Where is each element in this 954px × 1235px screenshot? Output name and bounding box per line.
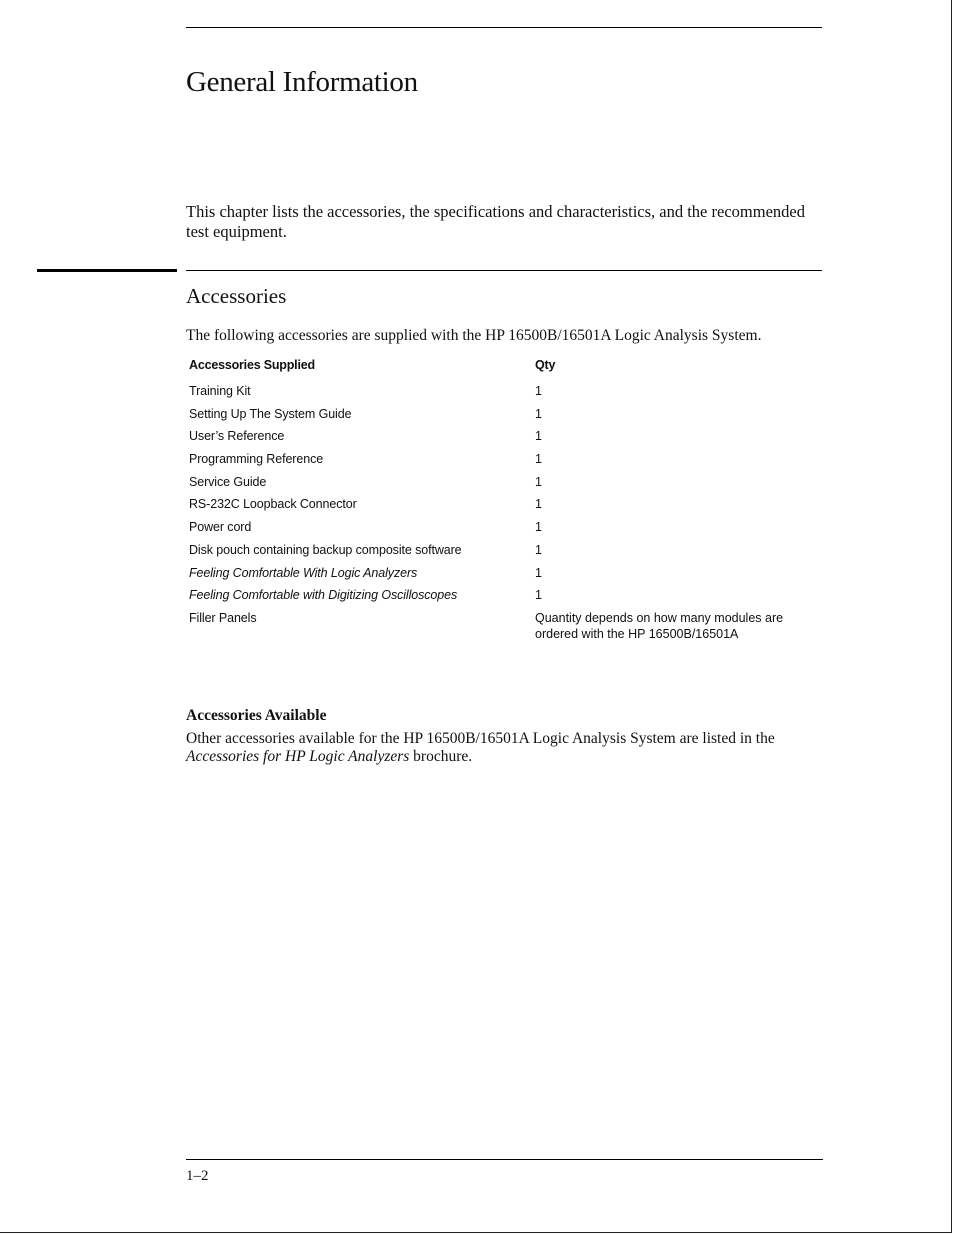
table-row <box>189 609 809 649</box>
available-text-after: brochure. <box>409 748 473 765</box>
item-name: Disk pouch containing backup composite software <box>189 542 462 557</box>
available-text-before: Other accessories available for the HP 16500B/16501A Logic Analysis System are listed in the <box>186 730 775 747</box>
item-qty: 1 <box>535 497 542 512</box>
item-name: Programming Reference <box>189 452 324 467</box>
accessories-table <box>189 356 809 649</box>
section-rule <box>186 270 822 271</box>
table-row <box>189 564 809 587</box>
item-qty: 1 <box>535 384 542 398</box>
section-lead: The following accessories are supplied with the HP 16500B/16501A Logic Analysis System. <box>186 327 762 344</box>
page-border-bottom <box>0 1232 952 1233</box>
table-row <box>189 450 809 473</box>
bottom-rule <box>186 1159 823 1160</box>
item-qty: 1 <box>535 429 542 444</box>
table-row <box>189 427 809 450</box>
table-header-row <box>189 356 809 382</box>
item-qty: 1 <box>535 452 542 467</box>
table-row <box>189 382 809 405</box>
item-name: Service Guide <box>189 474 267 489</box>
table-row <box>189 405 809 428</box>
item-name: User’s Reference <box>189 429 285 444</box>
section-title: Accessories <box>186 284 287 308</box>
item-qty: 1 <box>535 542 542 557</box>
item-qty: 1 <box>535 520 542 535</box>
item-name: Feeling Comfortable with Digitizing Oscilloscopes <box>189 588 458 603</box>
item-name: Power cord <box>189 520 252 535</box>
item-qty: Quantity depends on how many modules are ordered with the HP 16500B/16501A <box>535 610 784 641</box>
item-qty: 1 <box>535 474 542 489</box>
table-row <box>189 518 809 541</box>
table-row <box>189 541 809 564</box>
accessories-available-title: Accessories Available <box>186 707 327 724</box>
item-qty: 1 <box>535 565 542 580</box>
header-accessories-supplied: Accessories Supplied <box>189 358 315 372</box>
item-qty: 1 <box>535 406 542 421</box>
table-row <box>189 586 809 609</box>
intro-paragraph: This chapter lists the accessories, the specifications and characteristics, and the recommended test equipment. <box>186 202 805 241</box>
item-name: Feeling Comfortable With Logic Analyzers <box>189 565 418 580</box>
table-row <box>189 473 809 496</box>
item-name: RS-232C Loopback Connector <box>189 497 357 512</box>
table-row <box>189 495 809 518</box>
accessories-available-text <box>186 730 826 766</box>
chapter-title: General Information <box>186 66 418 98</box>
brochure-title: Accessories for HP Logic Analyzers <box>186 748 410 765</box>
item-name: Setting Up The System Guide <box>189 406 352 421</box>
margin-section-marker <box>37 269 177 272</box>
header-qty: Qty <box>535 358 556 372</box>
item-qty: 1 <box>535 588 542 603</box>
item-name: Filler Panels <box>189 610 257 625</box>
item-name: Training Kit <box>189 384 251 398</box>
top-rule <box>186 27 822 28</box>
page-border-right <box>951 0 952 1233</box>
page-number: 1–2 <box>186 1168 209 1184</box>
